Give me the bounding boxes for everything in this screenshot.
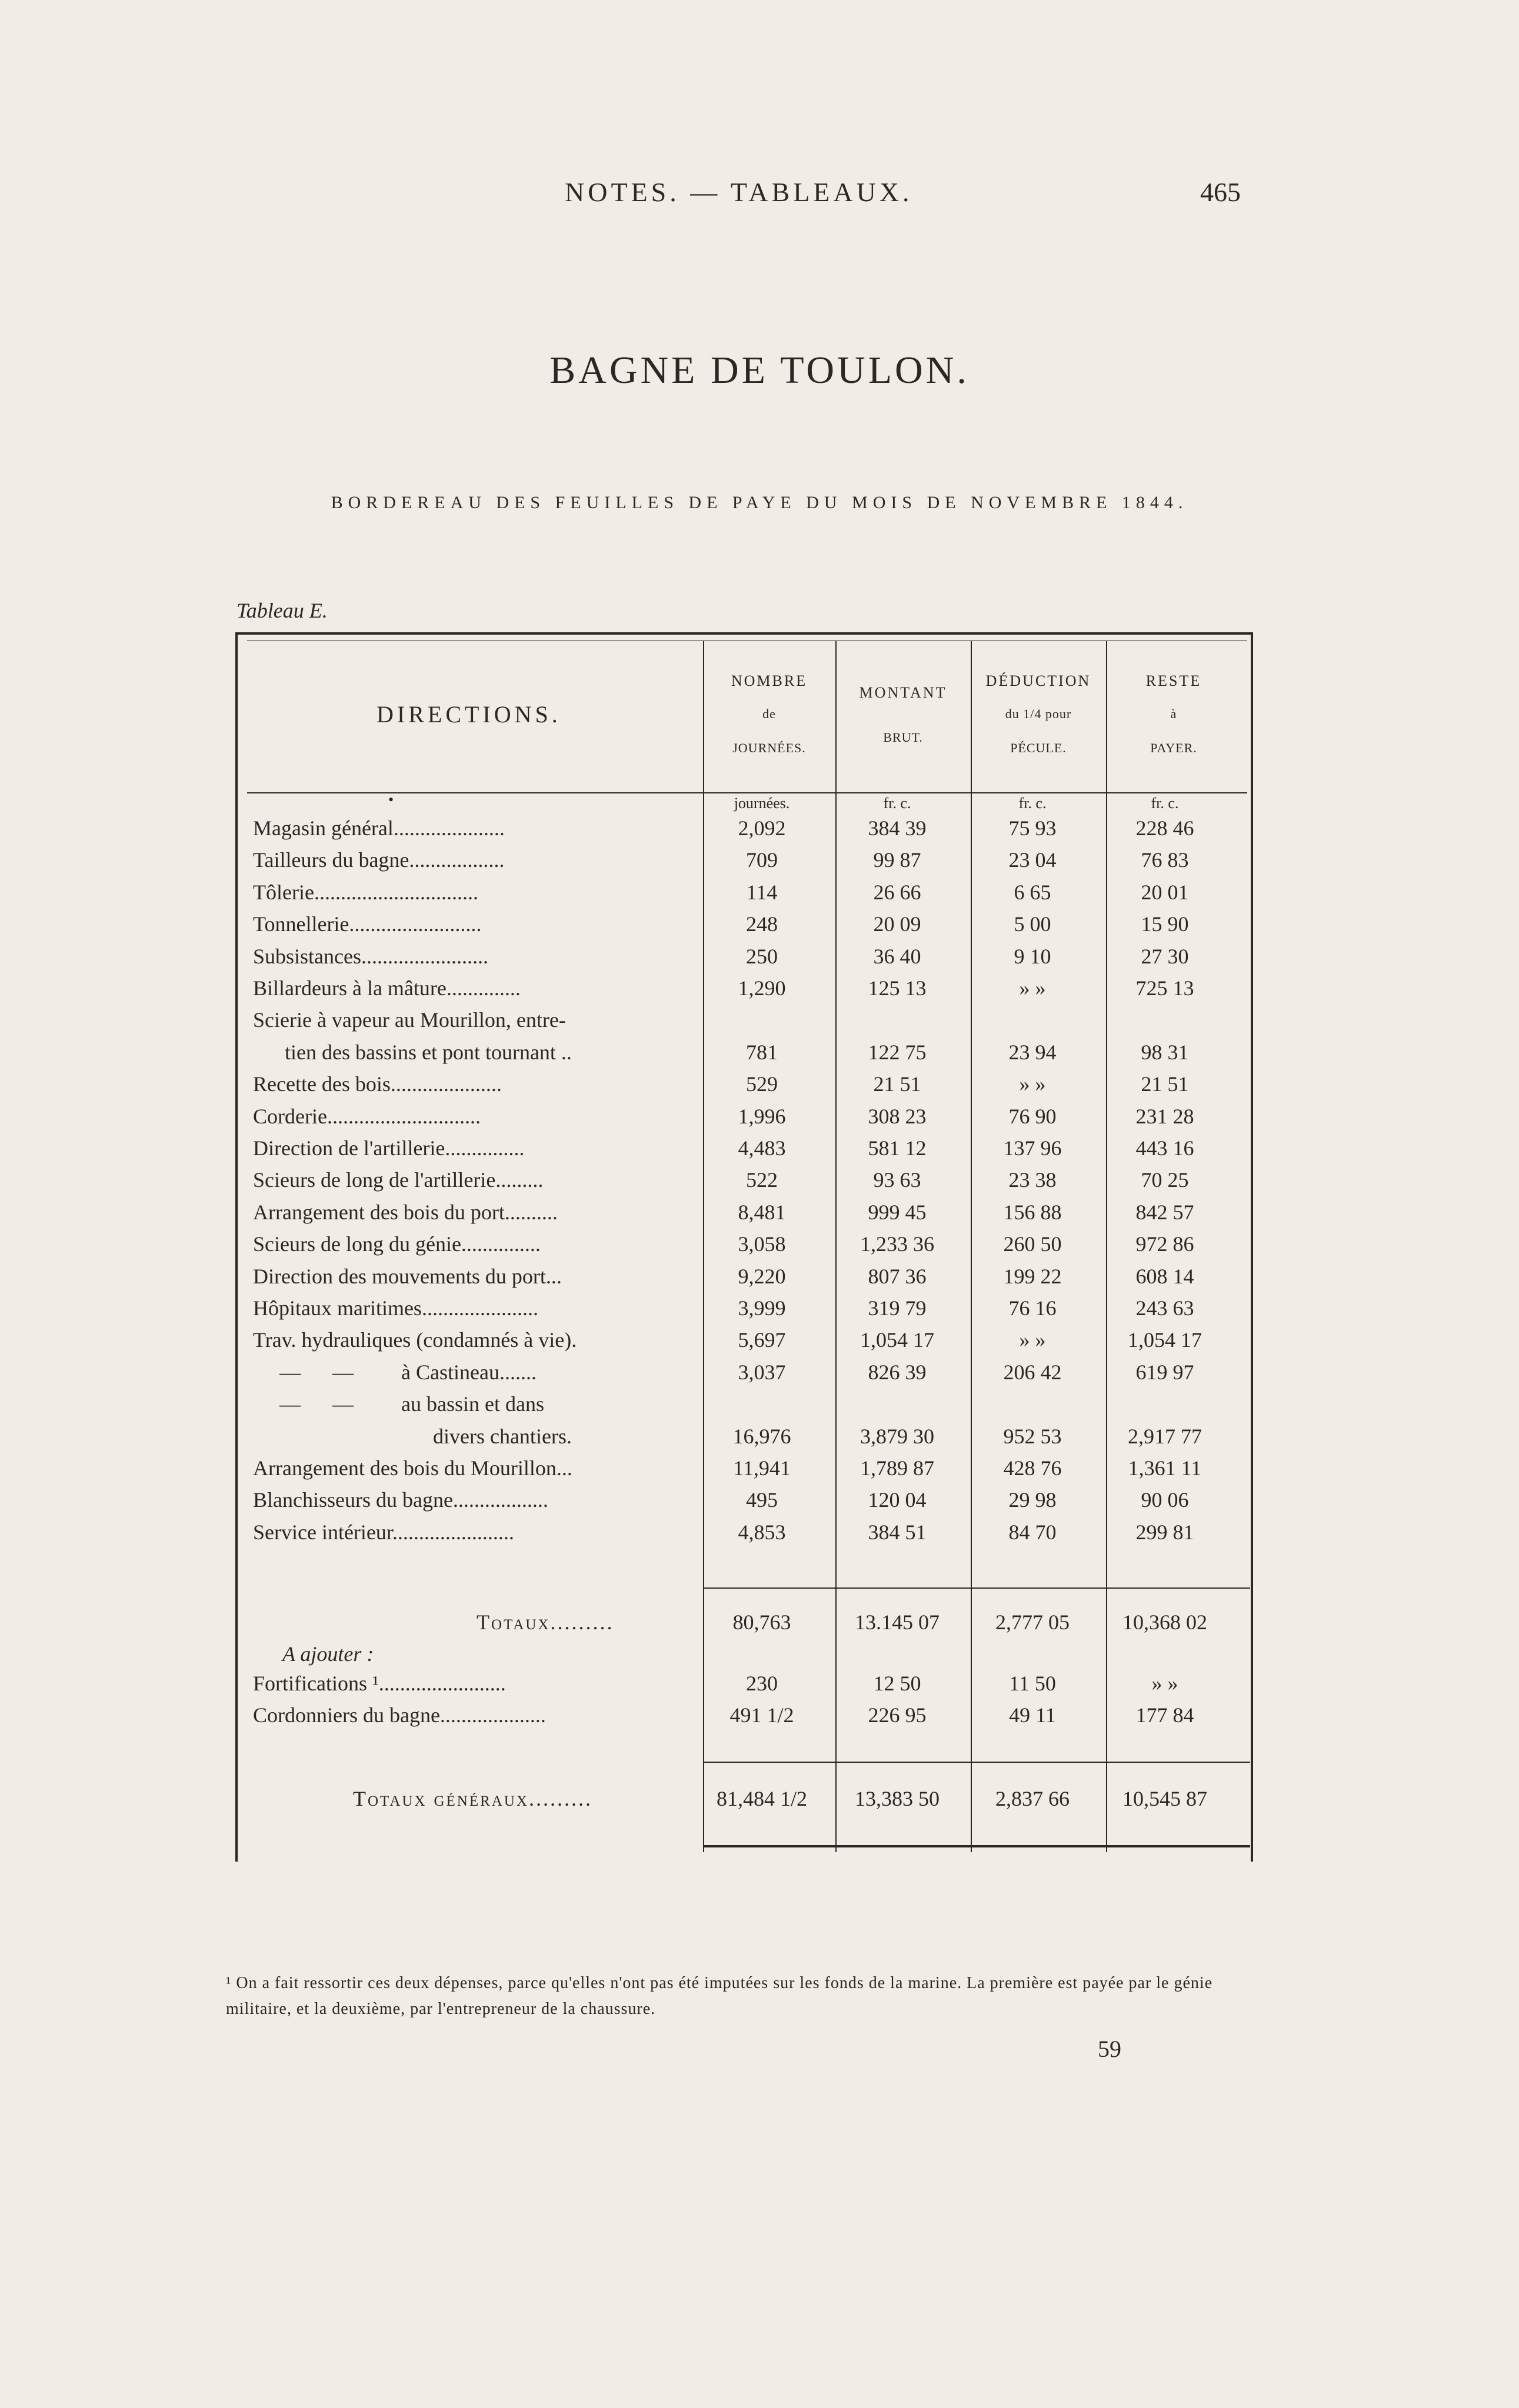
table-cell: 1,054 17	[860, 1328, 934, 1352]
table-row	[235, 1232, 1253, 1263]
table-row	[235, 1456, 1253, 1488]
table-cell: 260 50	[1003, 1232, 1062, 1256]
table-cell: 1,233 36	[860, 1232, 934, 1256]
table-row	[235, 976, 1253, 1008]
table-row	[235, 848, 1253, 879]
table-cell: 522	[746, 1168, 778, 1192]
table-cell: 13,383 50	[855, 1787, 940, 1810]
table-row	[235, 1360, 1253, 1392]
table-cell: 10,545 87	[1122, 1787, 1207, 1810]
table-cell: 725 13	[1135, 976, 1194, 1000]
table-cell: 75 93	[1008, 816, 1057, 840]
table-cell: 29 98	[1008, 1488, 1057, 1512]
table-cell: 114	[746, 880, 778, 904]
table-cell: 226 95	[868, 1703, 927, 1727]
table-cell: 23 04	[1008, 848, 1057, 872]
unit-label: fr. c.	[1018, 795, 1047, 812]
table-cell: 228 46	[1135, 816, 1194, 840]
unit-label: fr. c.	[1151, 795, 1179, 812]
table-cell: 156 88	[1003, 1200, 1062, 1224]
column-header-line: de	[762, 706, 776, 721]
row-label: Scieurs de long du génie...............	[253, 1232, 541, 1256]
unit-label: journées.	[734, 795, 790, 812]
table-cell: 3,058	[738, 1232, 786, 1256]
table-cell: 428 76	[1003, 1456, 1062, 1480]
table-cell: 3,999	[738, 1296, 786, 1320]
table-cell: 709	[746, 848, 778, 872]
table-row	[235, 1008, 1253, 1039]
column-header-line: à	[1170, 706, 1177, 721]
column-header-nombre	[706, 673, 832, 791]
column-header-montant	[838, 685, 968, 791]
table-cell: 11 50	[1009, 1672, 1056, 1695]
table-row	[235, 1040, 1253, 1072]
column-header-line: PÉCULE.	[1010, 741, 1067, 755]
table-cell: 9,220	[738, 1264, 786, 1288]
table-bottom-rule	[703, 1845, 1250, 1847]
table-row	[235, 1104, 1253, 1136]
table-cell: 243 63	[1135, 1296, 1194, 1320]
row-label: Direction de l'artillerie...............	[253, 1136, 525, 1160]
table-cell: 90 06	[1141, 1488, 1189, 1512]
table-cell: » »	[1019, 1072, 1046, 1096]
row-label: Hôpitaux maritimes......................	[253, 1296, 538, 1320]
table-cell: » »	[1019, 976, 1046, 1000]
row-label: Fortifications ¹........................	[253, 1672, 506, 1695]
table-cell: 231 28	[1135, 1104, 1194, 1128]
table-row-totaux	[235, 1610, 1253, 1642]
table-cell: 581 12	[868, 1136, 927, 1160]
table-cell: 952 53	[1003, 1424, 1062, 1448]
table-row	[235, 880, 1253, 912]
table-cell: 1,361 11	[1128, 1456, 1202, 1480]
table-cell: 84 70	[1008, 1520, 1057, 1544]
table-cell: 93 63	[873, 1168, 921, 1192]
signature-number: 59	[1098, 2036, 1121, 2062]
table-cell: 9 10	[1014, 944, 1051, 968]
table-cell: 76 83	[1141, 848, 1189, 872]
column-header-line: BRUT.	[883, 730, 923, 745]
column-header-deduction	[974, 673, 1103, 791]
table-row	[235, 1264, 1253, 1296]
table-cell: 4,853	[738, 1520, 786, 1544]
table-cell: 495	[746, 1488, 778, 1512]
row-label: Trav. hydrauliques (condamnés à vie).	[253, 1328, 577, 1352]
table-cell: 120 04	[868, 1488, 927, 1512]
directions-header: DIRECTIONS.	[377, 701, 561, 728]
table-cell: 608 14	[1135, 1264, 1194, 1288]
unit-label: fr. c.	[883, 795, 911, 812]
payroll-table	[235, 632, 1253, 1862]
row-label: Service intérieur.......................	[253, 1520, 514, 1544]
totaux-generaux-label: Totaux généraux.........	[353, 1787, 592, 1810]
table-cell: 20 01	[1141, 880, 1189, 904]
table-label: Tableau E.	[236, 599, 328, 622]
column-header-line: PAYER.	[1150, 741, 1197, 755]
table-cell: 3,037	[738, 1360, 786, 1384]
table-row	[235, 1136, 1253, 1168]
totaux-generaux-rule	[703, 1762, 1250, 1763]
column-header-line: MONTANT	[859, 684, 947, 701]
row-label: — — au bassin et dans	[253, 1392, 544, 1416]
table-cell: 99 87	[873, 848, 921, 872]
table-cell: 98 31	[1141, 1040, 1189, 1064]
table-cell: 199 22	[1003, 1264, 1062, 1288]
row-label: Direction des mouvements du port...	[253, 1264, 562, 1288]
table-cell: 826 39	[868, 1360, 927, 1384]
table-cell: 619 97	[1135, 1360, 1194, 1384]
a-ajouter-label: A ajouter :	[282, 1642, 374, 1666]
table-cell: 807 36	[868, 1264, 927, 1288]
row-label: Magasin général.....................	[253, 816, 505, 840]
table-row	[235, 1703, 1253, 1735]
table-cell: 21 51	[1141, 1072, 1189, 1096]
table-cell: 443 16	[1135, 1136, 1194, 1160]
table-row	[235, 816, 1253, 848]
table-cell: 1,054 17	[1128, 1328, 1202, 1352]
table-cell: 491 1/2	[729, 1703, 794, 1727]
row-label: tien des bassins et pont tournant ..	[253, 1040, 572, 1064]
table-row	[235, 1520, 1253, 1552]
row-label: Corderie.............................	[253, 1104, 481, 1128]
table-row	[235, 1168, 1253, 1199]
table-cell: 4,483	[738, 1136, 786, 1160]
table-cell: 248	[746, 912, 778, 936]
table-cell: 70 25	[1141, 1168, 1189, 1192]
table-row	[235, 1392, 1253, 1423]
page-number: 465	[1200, 177, 1241, 207]
table-row	[235, 912, 1253, 943]
table-cell: 36 40	[873, 944, 921, 968]
table-cell: 125 13	[868, 976, 927, 1000]
table-cell: 230	[746, 1672, 778, 1695]
table-cell: 384 51	[868, 1520, 927, 1544]
table-cell: 2,777 05	[995, 1610, 1070, 1634]
table-cell: 1,996	[738, 1104, 786, 1128]
table-cell: 1,290	[738, 976, 786, 1000]
table-cell: 8,481	[738, 1200, 786, 1224]
table-cell: 11,941	[733, 1456, 791, 1480]
column-header-reste	[1109, 673, 1238, 791]
table-cell: 16,976	[732, 1424, 791, 1448]
table-cell: 81,484 1/2	[716, 1787, 807, 1810]
table-cell: 999 45	[868, 1200, 927, 1224]
table-cell: 76 16	[1008, 1296, 1057, 1320]
table-row	[235, 1424, 1253, 1456]
table-cell: 49 11	[1009, 1703, 1056, 1727]
table-cell: 308 23	[868, 1104, 927, 1128]
header-bottom-rule	[247, 792, 1247, 793]
row-label: Cordonniers du bagne....................	[253, 1703, 546, 1727]
table-cell: 177 84	[1135, 1703, 1194, 1727]
table-cell: 10,368 02	[1122, 1610, 1207, 1634]
table-cell: 137 96	[1003, 1136, 1062, 1160]
table-cell: 1,789 87	[860, 1456, 934, 1480]
column-header-line: DÉDUCTION	[985, 672, 1091, 689]
table-cell: 2,092	[738, 816, 786, 840]
row-label: Blanchisseurs du bagne..................	[253, 1488, 548, 1512]
table-cell: 20 09	[873, 912, 921, 936]
table-row-totaux-generaux	[235, 1786, 1253, 1818]
table-cell: 26 66	[873, 880, 921, 904]
row-label: Tailleurs du bagne..................	[253, 848, 505, 872]
table-cell: 5,697	[738, 1328, 786, 1352]
table-cell: 21 51	[873, 1072, 921, 1096]
table-cell: 76 90	[1008, 1104, 1057, 1128]
table-cell: 80,763	[732, 1610, 791, 1634]
column-header-line: NOMBRE	[731, 672, 808, 689]
table-cell: » »	[1151, 1672, 1178, 1695]
table-cell: 6 65	[1014, 880, 1051, 904]
table-cell: 27 30	[1141, 944, 1189, 968]
row-label: divers chantiers.	[253, 1424, 572, 1448]
table-cell: 529	[746, 1072, 778, 1096]
totaux-label: Totaux.........	[477, 1610, 614, 1634]
page-title: BAGNE DE TOULON.	[549, 349, 970, 392]
row-label: Subsistances........................	[253, 944, 488, 968]
table-cell: 972 86	[1135, 1232, 1194, 1256]
table-cell: 13.145 07	[855, 1610, 940, 1634]
running-head	[0, 176, 1519, 212]
table-cell: 250	[746, 944, 778, 968]
table-cell: 384 39	[868, 816, 927, 840]
table-row	[235, 1200, 1253, 1232]
table-cell: 781	[746, 1040, 778, 1064]
row-label: Arrangement des bois du port..........	[253, 1200, 558, 1224]
row-label: Tonnellerie.........................	[253, 912, 482, 936]
table-cell: 5 00	[1014, 912, 1051, 936]
table-cell: 23 38	[1008, 1168, 1057, 1192]
row-bullet: •	[388, 791, 394, 808]
a-ajouter-row	[235, 1642, 1253, 1673]
table-cell: 3,879 30	[860, 1424, 934, 1448]
page-subtitle: BORDEREAU DES FEUILLES DE PAYE DU MOIS DE NOVEMBRE 1844.	[331, 493, 1188, 512]
table-cell: 299 81	[1135, 1520, 1194, 1544]
table-cell: 319 79	[868, 1296, 927, 1320]
table-row	[235, 1328, 1253, 1359]
table-row	[235, 1072, 1253, 1103]
table-cell: 15 90	[1141, 912, 1189, 936]
table-cell: 206 42	[1003, 1360, 1062, 1384]
row-label: Arrangement des bois du Mourillon...	[253, 1456, 572, 1480]
row-label: Scierie à vapeur au Mourillon, entre-	[253, 1008, 566, 1032]
footnote: ¹ On a fait ressortir ces deux dépenses, parce qu'elles n'ont pas été imputées sur les fonds de la marine. La première est payée par le génie militaire, et la deuxième, par l'entrepreneur de la chaussure.	[226, 1974, 1213, 2018]
table-row	[235, 1671, 1253, 1703]
table-top-rule	[235, 632, 1253, 635]
table-cell: 842 57	[1135, 1200, 1194, 1224]
row-label: — — à Castineau.......	[253, 1360, 537, 1384]
table-cell: 2,917 77	[1128, 1424, 1202, 1448]
table-cell: 12 50	[873, 1672, 921, 1695]
totaux-rule	[703, 1587, 1250, 1589]
table-row	[235, 944, 1253, 976]
running-head-title: NOTES. — TABLEAUX.	[565, 177, 913, 207]
table-cell: 23 94	[1008, 1040, 1057, 1064]
row-label: Scieurs de long de l'artillerie.........	[253, 1168, 544, 1192]
column-header-line: du 1/4 pour	[1005, 706, 1072, 721]
row-label: Tôlerie...............................	[253, 880, 478, 904]
table-row	[235, 1488, 1253, 1519]
table-row	[235, 1296, 1253, 1328]
column-header-line: RESTE	[1145, 672, 1202, 689]
row-label: Billardeurs à la mâture..............	[253, 976, 521, 1000]
row-label: Recette des bois.....................	[253, 1072, 502, 1096]
column-header-line: JOURNÉES.	[732, 741, 806, 755]
table-cell: 122 75	[868, 1040, 927, 1064]
table-cell: » »	[1019, 1328, 1046, 1352]
table-cell: 2,837 66	[995, 1787, 1070, 1810]
